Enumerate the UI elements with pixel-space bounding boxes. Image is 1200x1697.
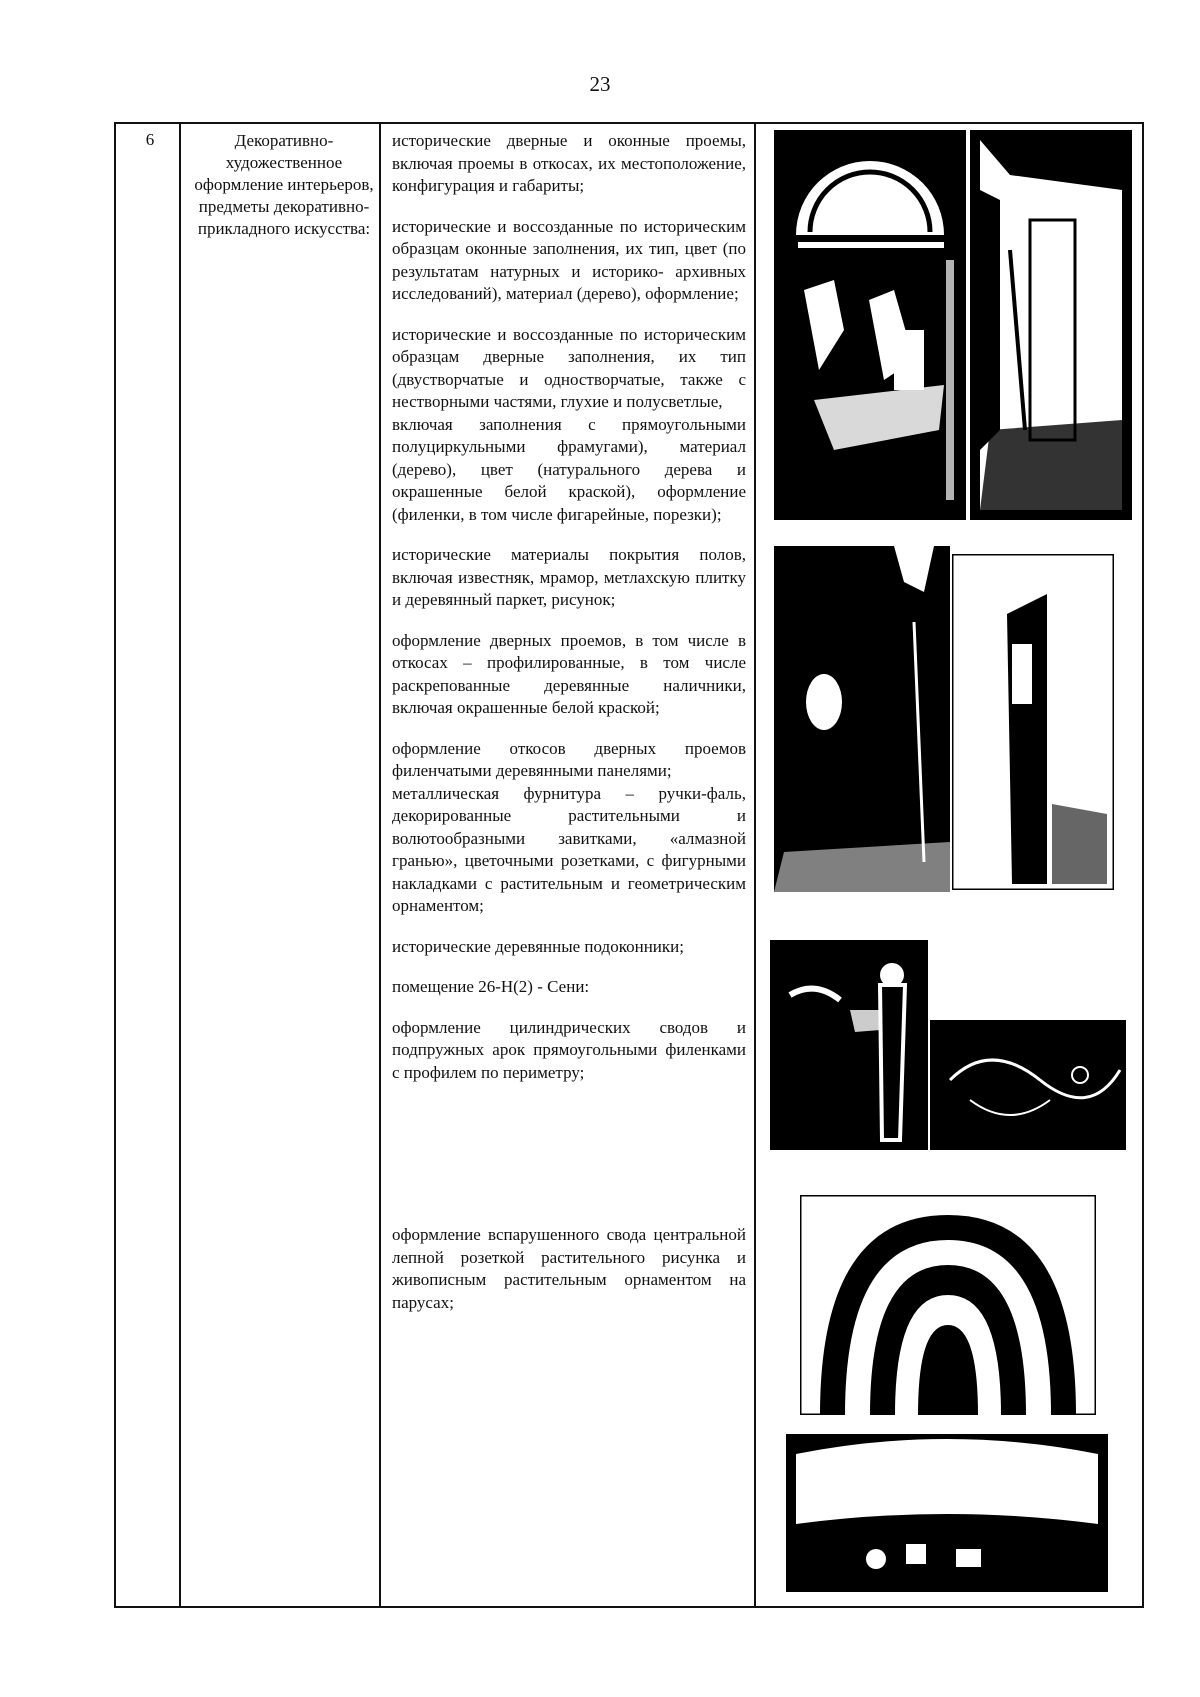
row-number: 6 <box>145 130 155 149</box>
paragraph-window-door-openings: исторические дверные и оконные проемы, включая проемы в откосах, их местоположение, конфигурация и габариты; <box>392 131 746 195</box>
page-number: 23 <box>589 72 611 96</box>
paragraph-window-fillings: исторические и воссозданные по историческим образцам оконные заполнения, их тип, цвет (по результатам натурных и историко- архивных исследований), материал (дерево), оформление; <box>392 216 746 303</box>
paragraph-vaults: оформление цилиндрических сводов и подпружных арок прямоугольными филенками с профилем по периметру; <box>392 1017 746 1082</box>
row-category: Декоративно-художественное оформление интерьеров, предметы декоративно-прикладного искусства: <box>194 131 374 238</box>
table-bottom-border <box>114 1606 1144 1608</box>
col-divider-1 <box>179 122 181 1608</box>
vault-ceiling-photo <box>786 1434 1108 1592</box>
paragraph-hardware: металлическая фурнитура – ручки-фаль, декорированные растительными и волютообразными завитками, «алмазной гранью», цветочными розетками, с фигурными накладками с растительным и геометрическим орнаментом; <box>392 783 746 915</box>
paragraph-floor-materials: исторические материалы покрытия полов, включая известняк, мрамор, метлахскую плитку и деревянный паркет, рисунок; <box>392 545 746 609</box>
door-frame-photo <box>952 554 1114 890</box>
paragraph-slope-panels: оформление откосов дверных проемов филенчатыми деревянными панелями; <box>392 738 746 780</box>
paragraph-vault-rosette: оформление вспарушенного свода центральной лепной розеткой растительного рисунка и живописным растительным орнаментом на парусах; <box>392 1225 746 1312</box>
vaulted-corridor-photo <box>800 1195 1096 1415</box>
paragraph-room-label: помещение 26-Н(2) - Сени: <box>392 977 590 996</box>
table-right-border <box>1142 122 1144 1608</box>
table-left-border <box>114 122 116 1608</box>
dark-door-photo <box>774 522 950 892</box>
paragraph-door-openings-decor: оформление дверных проемов, в том числе в откосах – профилированные, в том числе раскрепованные деревянные наличники, включая окрашенные белой краской; <box>392 630 746 717</box>
col-divider-3 <box>754 122 756 1608</box>
handle-detail-photo <box>930 1020 1126 1150</box>
room-interior-photo <box>970 130 1132 520</box>
row-description <box>392 130 746 1332</box>
paragraph-sills: исторические деревянные подоконники; <box>392 936 684 956</box>
door-handle-photo <box>770 940 928 1150</box>
col-divider-2 <box>379 122 381 1608</box>
arched-door-photo <box>774 130 966 520</box>
paragraph-door-fillings-cont: включая заполнения с прямоугольными полуциркульными фрамугами), материал (дерево), цвет (натурального дерева и окрашенные белой краской), оформление (филенки, в том числе фигарейные, порезки); <box>392 414 746 524</box>
table-top-border <box>114 122 1144 124</box>
paragraph-door-fillings: исторические и воссозданные по историческим образцам дверные заполнения, их тип (двустворчатые и одностворчатые, также с нестворными частями, глухие и полусветлые, <box>392 324 746 411</box>
